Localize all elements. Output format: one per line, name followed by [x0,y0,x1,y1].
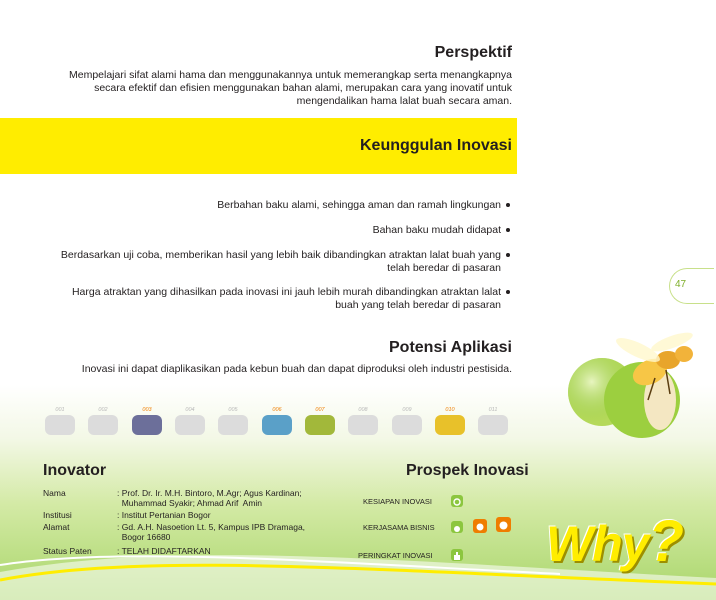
readiness-gear-icon [451,495,463,507]
sector-icon-002: 002 [83,407,123,443]
inovator-value-alamat: : Gd. A.H. Nasoetion Lt. 5, Kampus IPB Dramaga, Bogor 16680 [117,522,306,542]
sector-icon-003: 003 [127,407,167,443]
keunggulan-bullet-4: Harga atraktan yang dihasilkan pada inovasi ini jauh lebih murah dibandingkan atraktan lalat buah yang telah beredar di pasaran [40,286,510,311]
potensi-text: Inovasi ini dapat diaplikasikan pada kebun buah dan dapat diproduksi oleh industri pestisida. [81,363,512,375]
bullet-dot [506,253,510,257]
inovator-value-institusi: : Institut Pertanian Bogor [117,510,211,520]
prospek-kesiapan-label: KESIAPAN INOVASI [363,497,432,506]
inovator-title: Inovator [43,462,107,479]
sector-icon-009: 009 [387,407,427,443]
perspektif-text: Mempelajari sifat alami hama dan menggunakannya untuk memerangkap serta menangkapnya secara efektif dan efisien menggunakan bahan alami, merupakan cara yang inovatif untuk mengendalikan hama lalat buah secara aman. [68,69,512,107]
inovator-value-nama: : Prof. Dr. Ir. M.H. Bintoro, M.Agr; Agus Kardinan; Muhammad Syakir; Ahmad Arif Amin [117,488,302,508]
melon-fly-illustration [560,330,716,450]
inovator-label-institusi: Institusi [43,510,72,520]
perspektif-title: Perspektif [434,44,512,61]
sector-icon-004: 004 [170,407,210,443]
money-bag-icon [496,517,511,532]
sector-icon-001: 001 [40,407,80,443]
sector-icon-010: 010 [430,407,470,443]
page-number: 47 [675,279,687,290]
bullet-dot [506,290,510,294]
potensi-title: Potensi Aplikasi [389,339,512,356]
sector-icon-011: 011 [473,407,513,443]
sector-icon-006: 006 [257,407,297,443]
sector-icons-row [40,407,515,443]
bullet-dot [506,228,510,232]
prospek-kerjasama-label: KERJASAMA BISNIS [363,523,435,532]
money-bag-icon [451,521,463,533]
inovator-label-status: Status Paten [43,546,92,556]
why-graphic: Why? [546,509,683,574]
thumbs-up-icon [451,549,463,561]
keunggulan-bullet-1: Berbahan baku alami, sehingga aman dan ramah lingkungan [40,199,510,212]
sector-icon-008: 008 [343,407,383,443]
inovator-value-status: : TELAH DIDAFTARKAN [117,546,211,556]
keunggulan-bullet-2: Bahan baku mudah didapat [40,224,510,237]
prospek-peringkat-label: PERINGKAT INOVASI [358,551,433,560]
keunggulan-bullet-3: Berdasarkan uji coba, memberikan hasil yang lebih baik dibandingkan atraktan lalat buah yang telah beredar di pasaran [40,249,510,274]
sector-icon-005: 005 [213,407,253,443]
keunggulan-title: Keunggulan Inovasi [359,137,512,154]
sector-icon-007: 007 [300,407,340,443]
money-bag-icon [473,519,487,533]
bullet-dot [506,203,510,207]
inovator-label-alamat: Alamat [43,522,70,532]
prospek-title: Prospek Inovasi [406,462,529,479]
inovator-label-nama: Nama [43,488,66,498]
